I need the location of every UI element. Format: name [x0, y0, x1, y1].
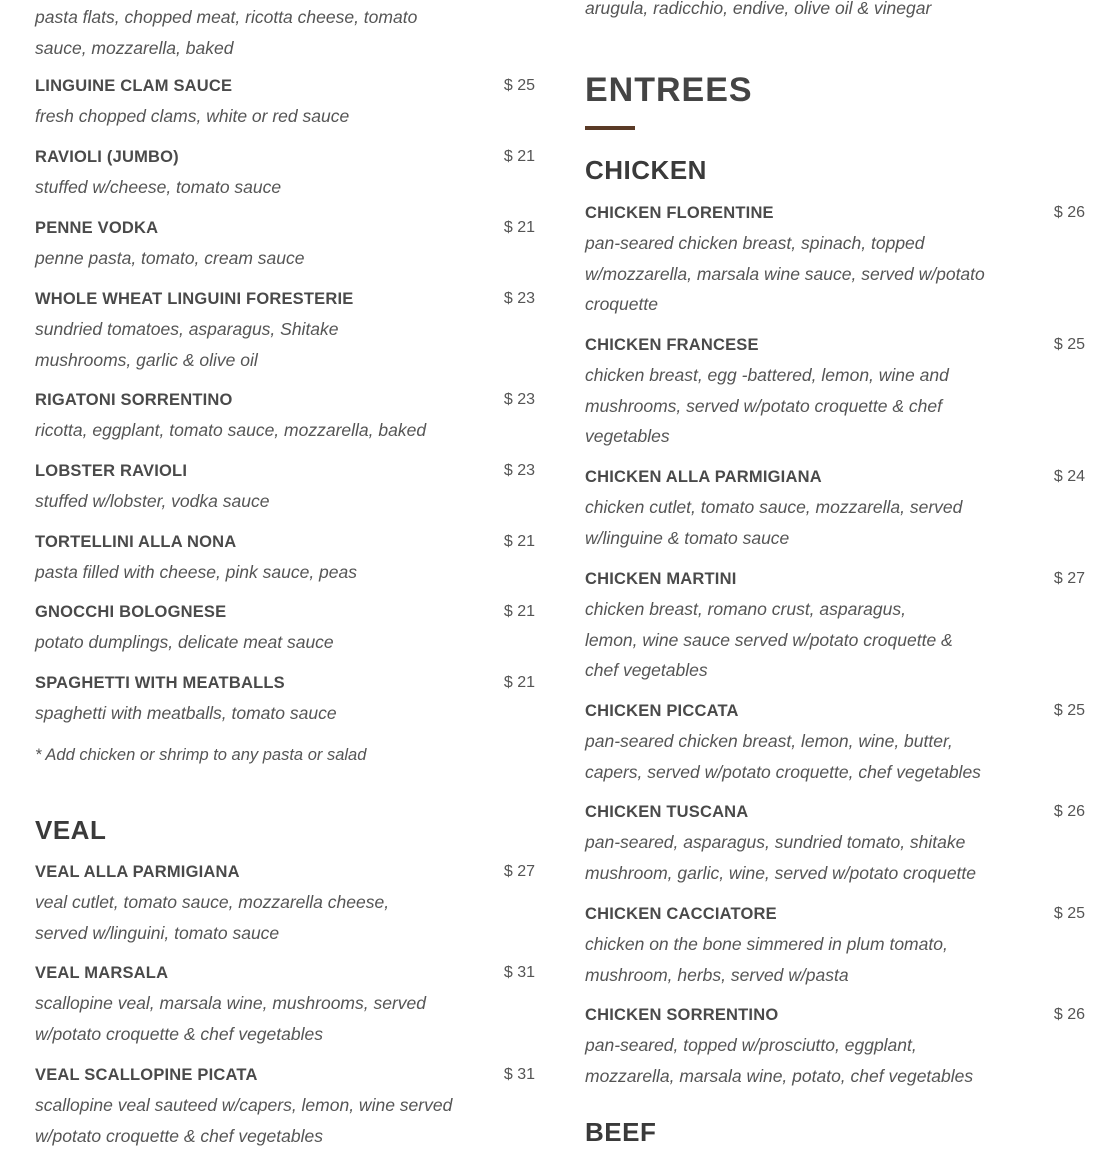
item-name: LOBSTER RAVIOLI	[35, 462, 188, 480]
section-title-entrees: ENTREES	[585, 71, 753, 109]
item-name: VEAL SCALLOPINE PICATA	[35, 1066, 258, 1084]
item-description: scallopine veal sauteed w/capers, lemon, wine served w/potato croquette & chef vegetables	[35, 1095, 453, 1146]
item-name: CHICKEN CACCIATORE	[585, 905, 777, 923]
item-description: sundried tomatoes, asparagus, Shitake mushrooms, garlic & olive oil	[35, 319, 339, 370]
item-name: TORTELLINI ALLA NONA	[35, 533, 237, 551]
item-description: spaghetti with meatballs, tomato sauce	[35, 703, 337, 723]
item-price: $ 21	[503, 674, 535, 691]
item-price: $ 21	[503, 533, 535, 550]
item-description: chicken breast, egg -battered, lemon, wine and mushrooms, served w/potato croquette & chef vegetables	[585, 365, 949, 446]
item-price: $ 31	[503, 1066, 535, 1083]
menu-item-tortellini-alla-nona	[35, 531, 535, 588]
item-price: $ 25	[1053, 702, 1085, 719]
item-name: CHICKEN ALLA PARMIGIANA	[585, 468, 822, 486]
category-title-veal: VEAL	[35, 815, 107, 845]
item-price: $ 21	[503, 148, 535, 165]
menu-item-chicken-francese	[585, 334, 1085, 452]
menu-item-chicken-florentine	[585, 202, 1085, 320]
item-description: pasta filled with cheese, pink sauce, peas	[35, 562, 357, 582]
menu-item-chicken-sorrentino	[585, 1004, 1085, 1091]
item-description: chicken on the bone simmered in plum tomato, mushroom, herbs, served w/pasta	[585, 934, 948, 985]
item-price: $ 25	[1053, 336, 1085, 353]
item-price: $ 25	[1053, 905, 1085, 922]
item-price: $ 26	[1053, 204, 1085, 221]
item-description-fragment: arugula, radicchio, endive, olive oil & vinegar	[585, 0, 932, 18]
item-name: CHICKEN FLORENTINE	[585, 204, 774, 222]
menu-item-rigatoni-sorrentino	[35, 389, 535, 446]
menu-item-spaghetti-with-meatballs	[35, 672, 535, 729]
item-price: $ 26	[1053, 803, 1085, 820]
category-title-chicken: CHICKEN	[585, 155, 707, 185]
item-description: veal cutlet, tomato sauce, mozzarella cheese, served w/linguini, tomato sauce	[35, 892, 390, 943]
menu-item-veal-alla-parmigiana	[35, 861, 535, 948]
item-description: chicken breast, romano crust, asparagus, lemon, wine sauce served w/potato croquette & chef vegetables	[585, 599, 953, 680]
item-description: chicken cutlet, tomato sauce, mozzarella, served w/linguine & tomato sauce	[585, 497, 963, 548]
item-description: pan-seared, asparagus, sundried tomato, shitake mushroom, garlic, wine, served w/potato croquette	[585, 832, 977, 883]
item-price: $ 27	[1053, 570, 1085, 587]
item-price: $ 23	[503, 462, 535, 479]
section-accent-bar	[585, 126, 635, 130]
item-description: pan-seared, topped w/prosciutto, eggplant, mozzarella, marsala wine, potato, chef vegetables	[585, 1035, 974, 1086]
menu-item-chicken-tuscana	[585, 801, 1085, 888]
item-description: ricotta, eggplant, tomato sauce, mozzarella, baked	[35, 420, 427, 440]
item-name: RIGATONI SORRENTINO	[35, 391, 233, 409]
category-title-beef: BEEF	[585, 1117, 657, 1147]
item-name: RAVIOLI (JUMBO)	[35, 148, 179, 166]
menu-item-chicken-martini	[585, 568, 1085, 686]
item-name: SPAGHETTI WITH MEATBALLS	[35, 674, 285, 692]
item-price: $ 25	[503, 77, 535, 94]
item-price: $ 26	[1053, 1006, 1085, 1023]
menu-item-linguine-clam-sauce	[35, 75, 535, 132]
item-price: $ 23	[503, 391, 535, 408]
menu-item-chicken-piccata	[585, 700, 1085, 787]
item-price: $ 23	[503, 290, 535, 307]
menu-item-veal-scallopine-picata	[35, 1064, 535, 1151]
menu-item-chicken-alla-parmigiana	[585, 466, 1085, 553]
item-name: VEAL ALLA PARMIGIANA	[35, 863, 240, 881]
item-description: potato dumplings, delicate meat sauce	[35, 632, 334, 652]
item-name: CHICKEN MARTINI	[585, 570, 737, 588]
item-name: CHICKEN TUSCANA	[585, 803, 749, 821]
item-price: $ 31	[503, 964, 535, 981]
item-price: $ 27	[503, 863, 535, 880]
item-name: CHICKEN FRANCESE	[585, 336, 759, 354]
item-price: $ 21	[503, 219, 535, 236]
item-price: $ 21	[503, 603, 535, 620]
item-description: scallopine veal, marsala wine, mushrooms, served w/potato croquette & chef vegetables	[35, 993, 426, 1044]
menu-item-penne-vodka	[35, 217, 535, 274]
item-description: pan-seared chicken breast, spinach, topped w/mozzarella, marsala wine sauce, served w/potato croquette	[585, 233, 985, 314]
item-name: LINGUINE CLAM SAUCE	[35, 77, 233, 95]
item-name: CHICKEN SORRENTINO	[585, 1006, 779, 1024]
item-description: penne pasta, tomato, cream sauce	[35, 248, 305, 268]
item-description: fresh chopped clams, white or red sauce	[35, 106, 350, 126]
menu-item-chicken-cacciatore	[585, 903, 1085, 990]
menu-item-ravioli-jumbo	[35, 146, 535, 203]
item-price: $ 24	[1053, 468, 1085, 485]
item-description: pan-seared chicken breast, lemon, wine, butter, capers, served w/potato croquette, chef vegetables	[585, 731, 981, 782]
item-name: VEAL MARSALA	[35, 964, 169, 982]
item-name: GNOCCHI BOLOGNESE	[35, 603, 227, 621]
item-name: WHOLE WHEAT LINGUINI FORESTERIE	[35, 290, 354, 308]
menu-item-veal-marsala	[35, 962, 535, 1049]
add-protein-note: * Add chicken or shrimp to any pasta or salad	[35, 746, 367, 764]
item-description: stuffed w/cheese, tomato sauce	[35, 177, 282, 197]
menu-item-gnocchi-bolognese	[35, 601, 535, 658]
menu-item-lobster-ravioli	[35, 460, 535, 517]
item-name: PENNE VODKA	[35, 219, 159, 237]
item-description-fragment: pasta flats, chopped meat, ricotta cheese, tomato sauce, mozzarella, baked	[35, 7, 418, 58]
menu-item-whole-wheat-linguini-foresterie	[35, 288, 535, 375]
item-name: CHICKEN PICCATA	[585, 702, 739, 720]
item-description: stuffed w/lobster, vodka sauce	[35, 491, 270, 511]
